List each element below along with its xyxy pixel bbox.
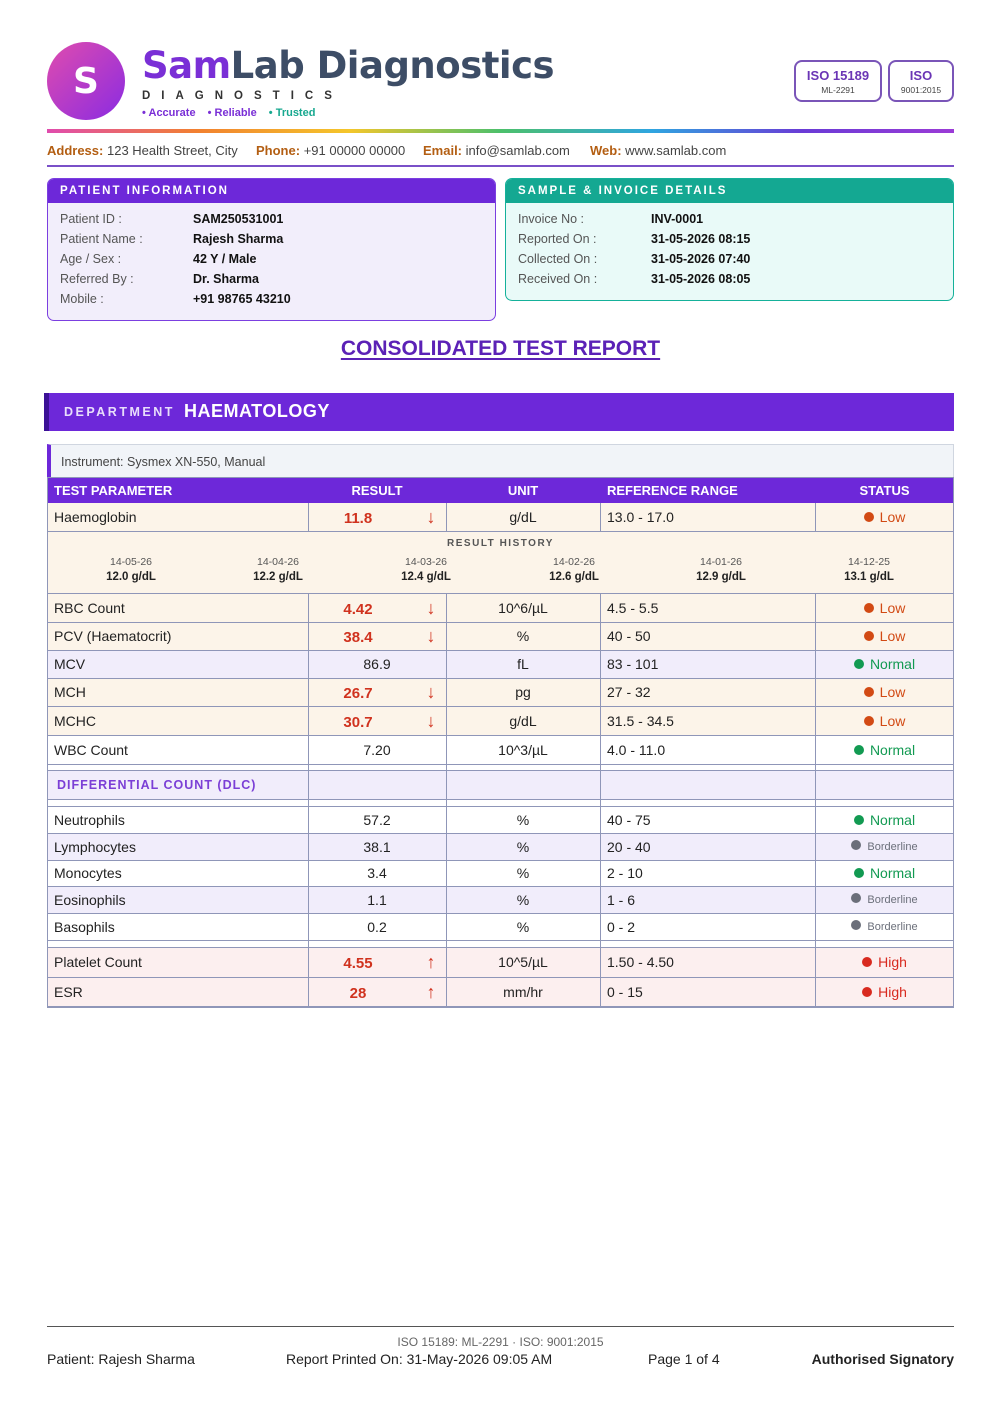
sample-field: [518, 212, 948, 230]
status-badge: [815, 865, 954, 885]
column-divider: [600, 594, 601, 1007]
column-divider: [815, 503, 816, 532]
history-entry: [366, 556, 486, 583]
brand-part1: Sam: [142, 44, 231, 87]
range-cell: 4.5 - 5.5: [607, 599, 659, 616]
result-cell: 38.4: [343, 629, 373, 646]
trend-arrow-icon: ↑: [426, 981, 436, 1002]
unit-cell: g/dL: [509, 712, 537, 729]
result-cell: 57.2: [363, 811, 391, 828]
status-dot-icon: [864, 687, 874, 697]
patient-field: [60, 292, 490, 310]
status-badge: [815, 656, 954, 676]
unit-cell: %: [516, 918, 530, 935]
result-cell: 0.2: [367, 918, 387, 935]
status-text: High: [878, 983, 907, 1000]
status-badge: [815, 713, 954, 733]
sample-field: [518, 252, 948, 270]
contact-divider: [47, 165, 954, 167]
status-text: Low: [879, 712, 906, 729]
status-text: Normal: [869, 656, 916, 672]
status-text: Normal: [869, 811, 916, 828]
history-entry: [514, 556, 634, 583]
history-date: 14-04-26: [256, 556, 300, 568]
status-dot-icon: [854, 745, 864, 755]
result-cell: 4.42: [343, 600, 373, 618]
range-cell: 0 - 15: [607, 983, 643, 1000]
trend-arrow-icon: ↓: [426, 682, 436, 702]
instrument-note: Instrument: Sysmex XN-550, Manual: [47, 444, 954, 478]
status-dot-icon: [864, 603, 874, 613]
sample-info-heading: SAMPLE & INVOICE DETAILS: [506, 179, 953, 203]
patient-field-label: Patient Name :: [60, 232, 143, 246]
range-cell: 4.0 - 11.0: [607, 741, 666, 758]
iso-badge-15189: [794, 60, 882, 102]
footer-signatory: Authorised Signatory: [811, 1351, 954, 1367]
history-date: 14-12-25: [847, 556, 891, 568]
status-text: Low: [879, 508, 906, 525]
history-date: 14-05-26: [109, 556, 153, 568]
history-value: 12.4 g/dL: [401, 571, 451, 583]
result-cell: 1.1: [367, 891, 387, 908]
history-date: 14-03-26: [404, 556, 448, 568]
result-cell: 11.8: [343, 509, 373, 527]
status-text: Low: [879, 684, 906, 700]
sample-field: [518, 272, 948, 290]
status-badge: [815, 893, 954, 913]
history-value: 12.9 g/dL: [696, 571, 746, 583]
dlc-section-label: DIFFERENTIAL COUNT (DLC): [57, 778, 257, 792]
history-entry: [809, 556, 929, 583]
range-cell: 27 - 32: [607, 684, 651, 700]
iso-badge-9001: [888, 60, 954, 102]
unit-cell: %: [516, 628, 530, 644]
status-dot-icon: [864, 512, 874, 522]
status-badge: [815, 812, 954, 832]
web-value[interactable]: www.samlab.com: [625, 143, 727, 158]
column-divider: [446, 594, 447, 1007]
phone-label: Phone:: [256, 143, 301, 158]
email-label: Email:: [423, 143, 463, 158]
sample-field-value: 31-05-2026 07:40: [651, 252, 751, 266]
status-badge: [815, 684, 954, 704]
unit-cell: 10^6/µL: [498, 599, 548, 616]
history-value: 12.6 g/dL: [549, 571, 599, 583]
history-entry: [661, 556, 781, 583]
status-text: Normal: [869, 741, 916, 758]
patient-field-value: 42 Y / Male: [193, 252, 257, 266]
range-cell: 1 - 6: [607, 891, 636, 908]
tag-accurate: • Accurate: [142, 107, 196, 119]
param-cell: RBC Count: [54, 599, 125, 616]
sample-field-label: Collected On :: [518, 252, 598, 266]
param-cell: WBC Count: [54, 741, 128, 758]
email-value[interactable]: info@samlab.com: [465, 143, 570, 158]
status-badge: [815, 742, 954, 762]
range-cell: 0 - 2: [607, 918, 636, 935]
patient-field-value: +91 98765 43210: [193, 292, 291, 306]
column-header: STATUS: [815, 477, 954, 503]
status-badge: [815, 509, 954, 529]
department-name: HAEMATOLOGY: [184, 401, 330, 421]
iso-badge-title: ISO 15189: [806, 68, 870, 83]
column-header: UNIT: [446, 477, 600, 503]
range-cell: 83 - 101: [607, 656, 659, 672]
patient-field-label: Patient ID :: [60, 212, 122, 226]
sample-field-value: 31-05-2026 08:15: [651, 232, 751, 246]
result-cell: 26.7: [343, 685, 373, 702]
sample-field-label: Reported On :: [518, 232, 597, 246]
status-dot-icon: [851, 893, 861, 903]
sample-field-value: INV-0001: [651, 212, 704, 226]
report-page: [47, 0, 954, 1414]
address-label: Address:: [47, 143, 104, 158]
param-cell: MCH: [54, 684, 86, 700]
iso-badge-title: ISO: [909, 68, 933, 83]
status-badge: [815, 600, 954, 620]
address-value: 123 Health Street, City: [106, 143, 238, 158]
param-cell: Lymphocytes: [54, 838, 136, 855]
trend-arrow-icon: ↓: [426, 626, 436, 646]
web-label: Web:: [590, 143, 622, 158]
footer-divider: [47, 1326, 954, 1327]
department-bar: [44, 393, 954, 431]
report-title: CONSOLIDATED TEST REPORT: [340, 337, 661, 360]
column-divider: [815, 594, 816, 1007]
unit-cell: %: [516, 838, 530, 855]
status-badge: [815, 920, 954, 940]
result-cell: 28: [349, 984, 367, 1002]
range-cell: 40 - 75: [607, 811, 651, 828]
footer-patient: Patient: Rajesh Sharma: [47, 1351, 195, 1367]
history-date: 14-02-26: [552, 556, 596, 568]
rainbow-divider: [47, 129, 954, 133]
spacer-row: [47, 800, 954, 807]
status-text: Low: [879, 628, 906, 644]
iso-badge-sub: 9001:2015: [900, 85, 942, 95]
status-dot-icon: [862, 987, 872, 997]
footer-printed: Report Printed On: 31-May-2026 09:05 AM: [286, 1351, 553, 1367]
brand-name: [142, 44, 554, 87]
status-dot-icon: [854, 659, 864, 669]
param-cell: Eosinophils: [54, 891, 126, 908]
status-text: Borderline: [867, 893, 918, 906]
range-cell: 31.5 - 34.5: [607, 712, 674, 729]
status-dot-icon: [862, 957, 872, 967]
patient-field-label: Age / Sex :: [60, 252, 122, 266]
status-dot-icon: [864, 631, 874, 641]
history-value: 12.2 g/dL: [253, 571, 303, 583]
patient-field: [60, 232, 490, 250]
param-cell: MCV: [54, 656, 86, 672]
unit-cell: %: [516, 865, 530, 881]
unit-cell: mm/hr: [503, 983, 543, 1000]
trend-arrow-icon: ↓: [426, 597, 436, 618]
range-cell: 20 - 40: [607, 838, 651, 855]
param-cell: Basophils: [54, 918, 115, 935]
history-value: 13.1 g/dL: [844, 571, 894, 583]
unit-cell: pg: [515, 684, 531, 700]
logo: [47, 42, 125, 120]
patient-field-value: Dr. Sharma: [193, 272, 260, 286]
tag-reliable: • Reliable: [207, 107, 257, 119]
phone-value: +91 00000 00000: [303, 143, 406, 158]
patient-field-value: Rajesh Sharma: [193, 232, 284, 246]
range-cell: 13.0 - 17.0: [607, 508, 674, 525]
result-cell: 38.1: [363, 838, 391, 855]
range-cell: 40 - 50: [607, 628, 651, 644]
spacer-row: [47, 941, 954, 948]
unit-cell: %: [516, 891, 530, 908]
column-divider: [308, 594, 309, 1007]
brand-subtitle: DIAGNOSTICS: [142, 90, 343, 102]
column-header: TEST PARAMETER: [54, 477, 308, 503]
footer-page: Page 1 of 4: [648, 1351, 720, 1367]
sample-field-label: Invoice No :: [518, 212, 585, 226]
trend-arrow-icon: ↓: [426, 710, 436, 731]
param-cell: MCHC: [54, 712, 96, 729]
history-entry: [71, 556, 191, 583]
result-cell: 30.7: [343, 713, 373, 731]
result-history-title: RESULT HISTORY: [447, 538, 554, 549]
result-cell: 4.55: [343, 955, 373, 972]
column-divider: [308, 503, 309, 532]
status-dot-icon: [854, 868, 864, 878]
patient-info-heading: PATIENT INFORMATION: [48, 179, 495, 203]
footer-iso: ISO 15189: ML-2291 · ISO: 9001:2015: [397, 1335, 604, 1349]
brand-part2: Lab Diagnostics: [230, 44, 555, 87]
status-badge: [815, 628, 954, 648]
param-cell: Platelet Count: [54, 954, 142, 970]
patient-field-label: Referred By :: [60, 272, 134, 286]
column-divider: [446, 503, 447, 532]
patient-field-label: Mobile :: [60, 292, 104, 306]
patient-field: [60, 272, 490, 290]
sample-field-value: 31-05-2026 08:05: [651, 272, 751, 286]
param-cell: Neutrophils: [54, 811, 125, 828]
column-header: REFERENCE RANGE: [607, 477, 815, 503]
status-text: High: [878, 954, 907, 970]
param-cell: ESR: [54, 983, 83, 1000]
status-dot-icon: [854, 815, 864, 825]
status-text: Borderline: [867, 920, 918, 933]
status-dot-icon: [864, 716, 874, 726]
patient-field: [60, 212, 490, 230]
result-cell: 86.9: [363, 656, 391, 672]
unit-cell: g/dL: [509, 508, 537, 525]
logo-letter: S: [73, 60, 99, 102]
param-cell: Monocytes: [54, 865, 122, 881]
status-badge: [815, 954, 954, 974]
range-cell: 1.50 - 4.50: [607, 954, 674, 970]
status-dot-icon: [851, 840, 861, 850]
department-label: DEPARTMENT: [64, 405, 175, 419]
trend-arrow-icon: ↑: [426, 952, 436, 972]
history-date: 14-01-26: [699, 556, 743, 568]
param-cell: Haemoglobin: [54, 508, 137, 525]
history-entry: [218, 556, 338, 583]
status-badge: [815, 984, 954, 1004]
tagline: [142, 107, 324, 119]
tag-trusted: • Trusted: [268, 107, 316, 119]
status-text: Low: [879, 599, 906, 616]
patient-field: [60, 252, 490, 270]
param-cell: PCV (Haematocrit): [54, 628, 172, 644]
status-text: Normal: [869, 865, 916, 881]
sample-field: [518, 232, 948, 250]
range-cell: 2 - 10: [607, 865, 643, 881]
result-cell: 3.4: [367, 865, 387, 881]
unit-cell: fL: [517, 656, 529, 672]
history-value: 12.0 g/dL: [106, 571, 156, 583]
status-badge: [815, 840, 954, 860]
column-header: RESULT: [308, 477, 446, 503]
unit-cell: 10^5/µL: [498, 954, 548, 970]
status-dot-icon: [851, 920, 861, 930]
result-cell: 7.20: [363, 741, 391, 758]
patient-field-value: SAM250531001: [193, 212, 284, 226]
unit-cell: %: [516, 811, 530, 828]
status-text: Borderline: [867, 840, 918, 853]
column-divider: [600, 503, 601, 532]
trend-arrow-icon: ↓: [426, 506, 436, 527]
unit-cell: 10^3/µL: [498, 741, 548, 758]
iso-badge-sub: ML-2291: [821, 85, 855, 95]
sample-field-label: Received On :: [518, 272, 598, 286]
